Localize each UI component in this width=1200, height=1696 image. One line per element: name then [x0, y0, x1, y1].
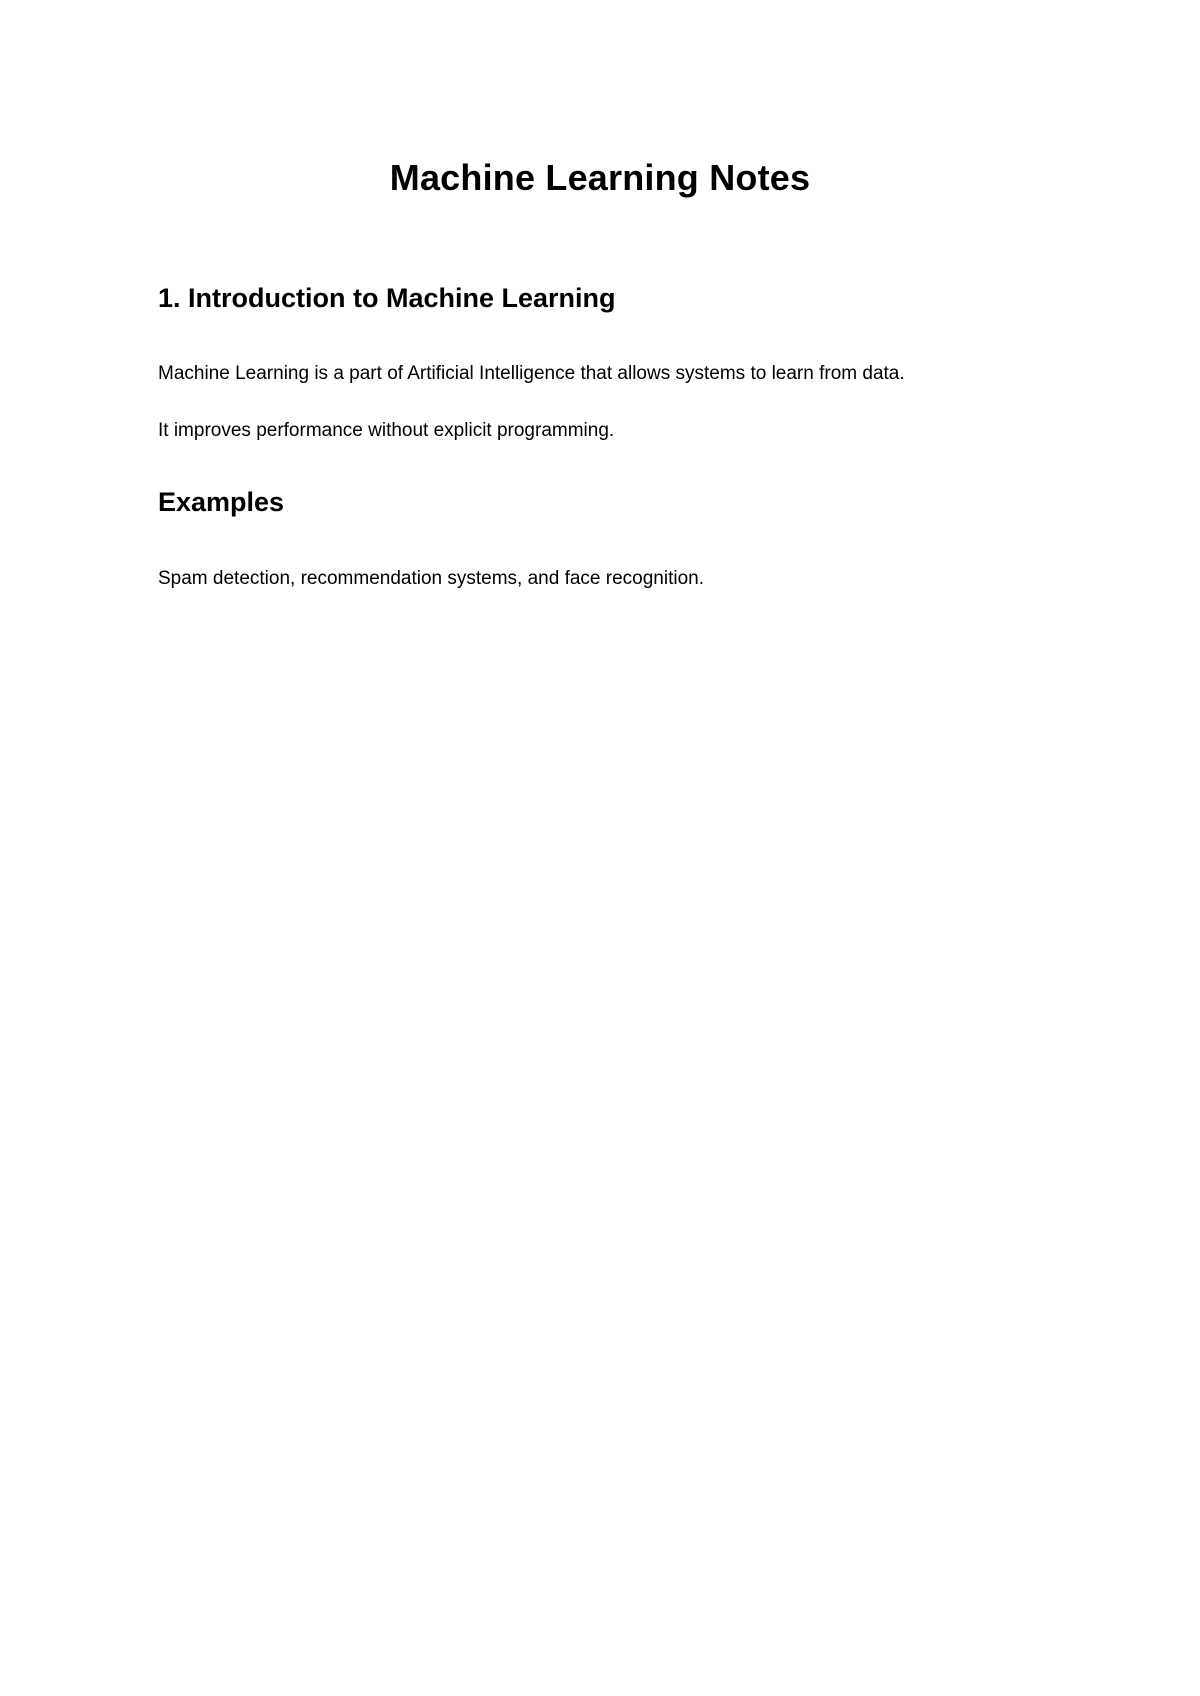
intro-paragraph-2: It improves performance without explicit programming.	[158, 420, 615, 441]
intro-paragraph-1: Machine Learning is a part of Artificial Intelligence that allows systems to learn from data.	[158, 363, 905, 384]
section-heading-examples: Examples	[158, 487, 285, 517]
document-title: Machine Learning Notes	[389, 157, 811, 198]
section-heading-introduction: 1. Introduction to Machine Learning	[158, 283, 616, 313]
examples-paragraph: Spam detection, recommendation systems, and face recognition.	[158, 568, 705, 589]
